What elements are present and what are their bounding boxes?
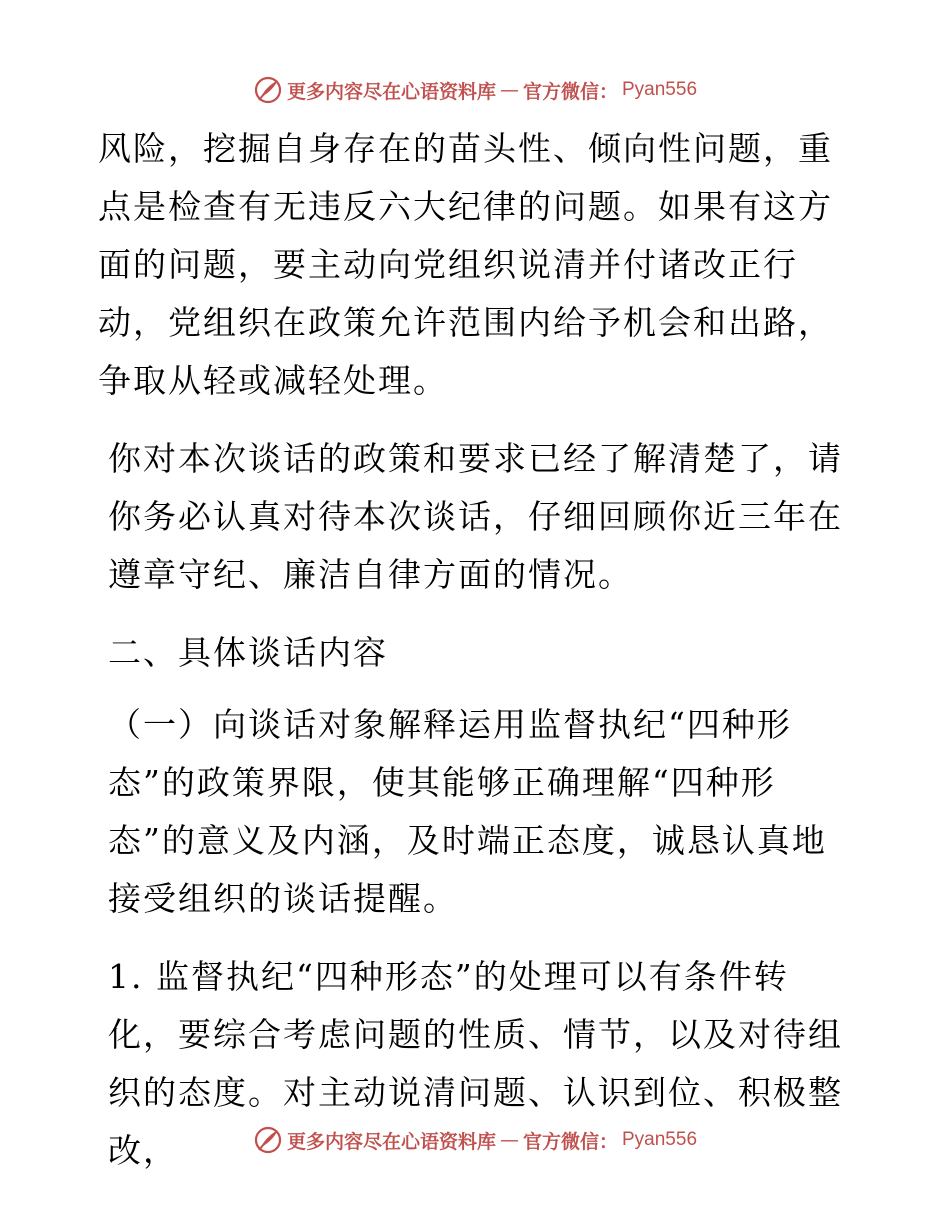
paragraph-item-1-conversion: 1. 监督执纪“四种形态”的处理可以有条件转化，要综合考虑问题的性质、情节，以及对待组织的态度。对主动说清问题、认识到位、积极整改， xyxy=(108,957,843,1170)
paragraph-talk-requirements: 你对本次谈话的政策和要求已经了解清楚了，请你务必认真对待本次谈话，仔细回顾你近三年在遵章守纪、廉洁自律方面的情况。 xyxy=(108,439,843,594)
document-body xyxy=(98,120,858,1200)
watermark-contact-label: 官方微信： xyxy=(522,1130,618,1153)
watermark-contact-handle: Pyan556 xyxy=(622,79,698,100)
watermark-main-text: 更多内容尽在心语资料库 xyxy=(286,1130,496,1153)
section-heading-talk-content: 二、具体谈话内容 xyxy=(108,633,388,672)
feather-pen-logo-icon xyxy=(253,75,283,105)
feather-pen-logo-icon xyxy=(253,1125,283,1155)
watermark-contact-label: 官方微信： xyxy=(522,80,618,103)
watermark-contact-handle: Pyan556 xyxy=(622,1129,698,1150)
paragraph-risk-review: 风险，挖掘自身存在的苗头性、倾向性问题，重点是检查有无违反六大纪律的问题。如果有这方面的问题，要主动向党组织说清并付诸改正行动，党组织在政策允许范围内给予机会和出路，争取从轻或减轻处理。 xyxy=(98,129,833,400)
header-watermark xyxy=(0,72,950,108)
watermark-main-text: 更多内容尽在心语资料库 xyxy=(286,80,496,103)
paragraph-four-forms-policy: （一）向谈话对象解释运用监督执纪“四种形态”的政策界限，使其能够正确理解“四种形态”的意义及内涵，及时端正态度，诚恳认真地接受组织的谈话提醒。 xyxy=(108,705,827,918)
watermark-dash: — xyxy=(499,1129,519,1151)
footer-watermark xyxy=(0,1122,950,1158)
watermark-dash: — xyxy=(499,79,519,101)
